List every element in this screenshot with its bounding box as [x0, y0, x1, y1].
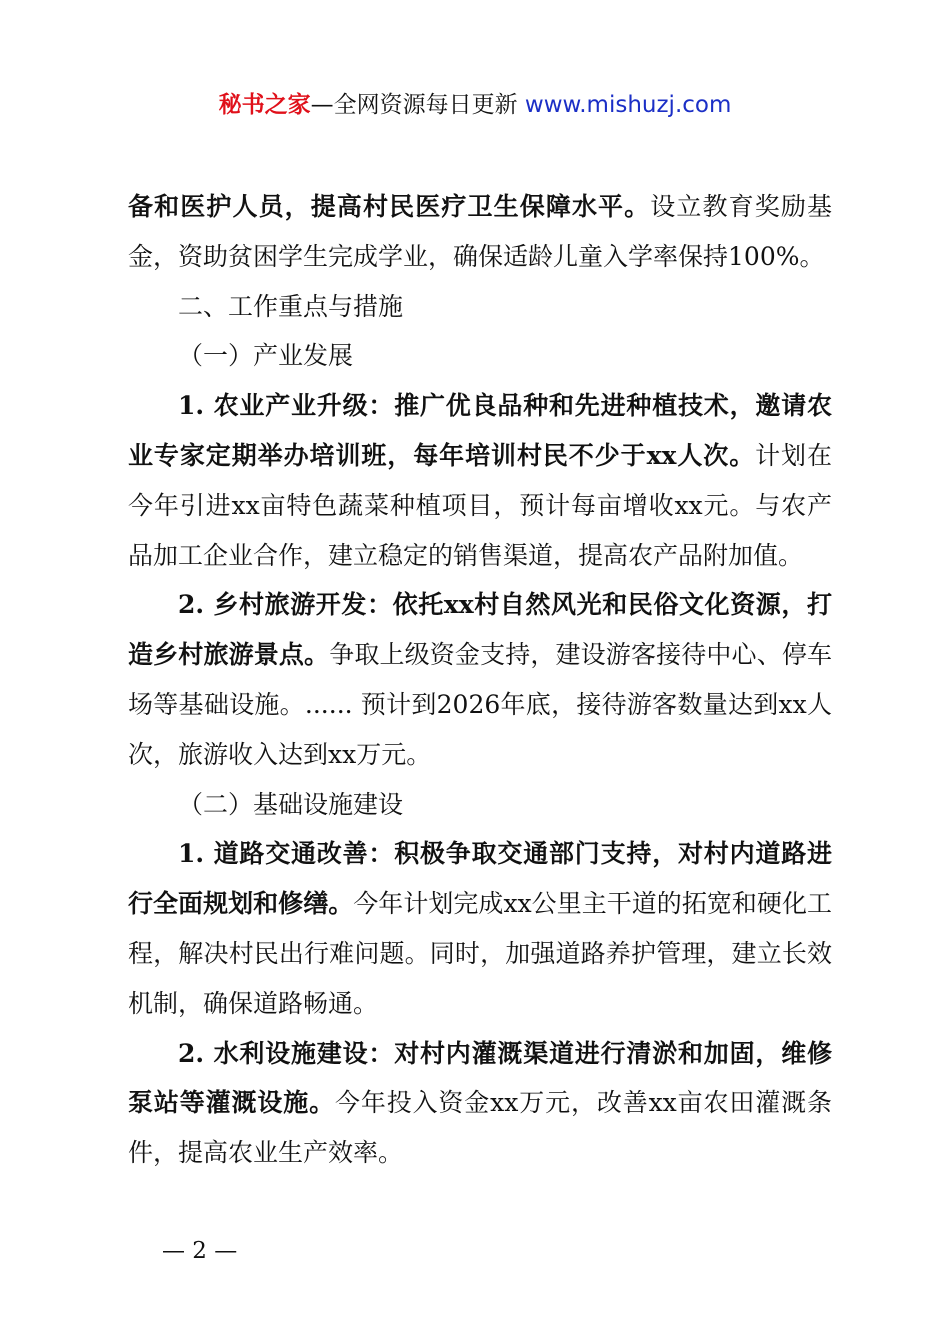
header-url-link[interactable]: www.mishuzj.com — [524, 92, 732, 118]
subsection-heading-infrastructure: （二）基础设施建设 — [178, 789, 404, 819]
header-separator: — — [310, 92, 334, 118]
paragraph-bold-lead: 备和医护人员，提高村民医疗卫生保障水平。 — [128, 192, 651, 221]
paragraph-text: 争取上级资金支持，建设游客接待中心、停车场等基础设施。...... 预计到2026年底，接待游客数量达到xx人次，旅游收入达到xx万元。 — [128, 640, 832, 769]
paragraph-bold-lead: 2. 水利设施建设：对村内灌溉渠道进行清淤和加固，维修泵站等灌溉设施。 — [128, 1038, 832, 1118]
page-number: — 2 — — [162, 1238, 238, 1264]
paragraph-bold-lead: 1. 道路交通改善：积极争取交通部门支持，对村内道路进行全面规划和修缮。 — [128, 839, 832, 919]
header-tagline: 全网资源每日更新 — [333, 92, 525, 118]
paragraph-bold-lead: 1. 农业产业升级：推广优良品种和先进种植技术，邀请农业专家定期举办培训班，每年培训村民不少于xx人次。 — [128, 391, 832, 470]
paragraph-text: 今年投入资金xx万元，改善xx亩农田灌溉条件，提高农业生产效率。 — [128, 1088, 832, 1168]
paragraph-bold-lead: 2. 乡村旅游开发：依托xx村自然风光和民俗文化资源，打造乡村旅游景点。 — [128, 590, 832, 670]
brand-name: 秘书之家 — [218, 92, 311, 118]
paragraph-text: 今年计划完成xx公里主干道的拓宽和硬化工程，解决村民出行难问题。同时，加强道路养护管理，建立长效机制，确保道路畅通。 — [128, 889, 832, 1018]
section-heading: 二、工作重点与措施 — [178, 291, 404, 321]
subsection-heading-industry: （一）产业发展 — [178, 341, 354, 371]
paragraph-roads — [128, 829, 832, 1028]
paragraph-agriculture — [128, 381, 832, 580]
paragraph-text: 计划在今年引进xx亩特色蔬菜种植项目，预计每亩增收xx元。与农产品加工企业合作，建立稳定的销售渠道，提高农产品附加值。 — [128, 440, 832, 570]
paragraph-text: 设立教育奖励基金，资助贫困学生完成学业，确保适龄儿童入学率保持100%。 — [128, 192, 832, 271]
site-header — [0, 88, 950, 122]
document-body — [128, 182, 832, 1178]
paragraph-tourism — [128, 580, 832, 779]
paragraph-education — [128, 182, 832, 282]
paragraph-water — [128, 1029, 832, 1178]
